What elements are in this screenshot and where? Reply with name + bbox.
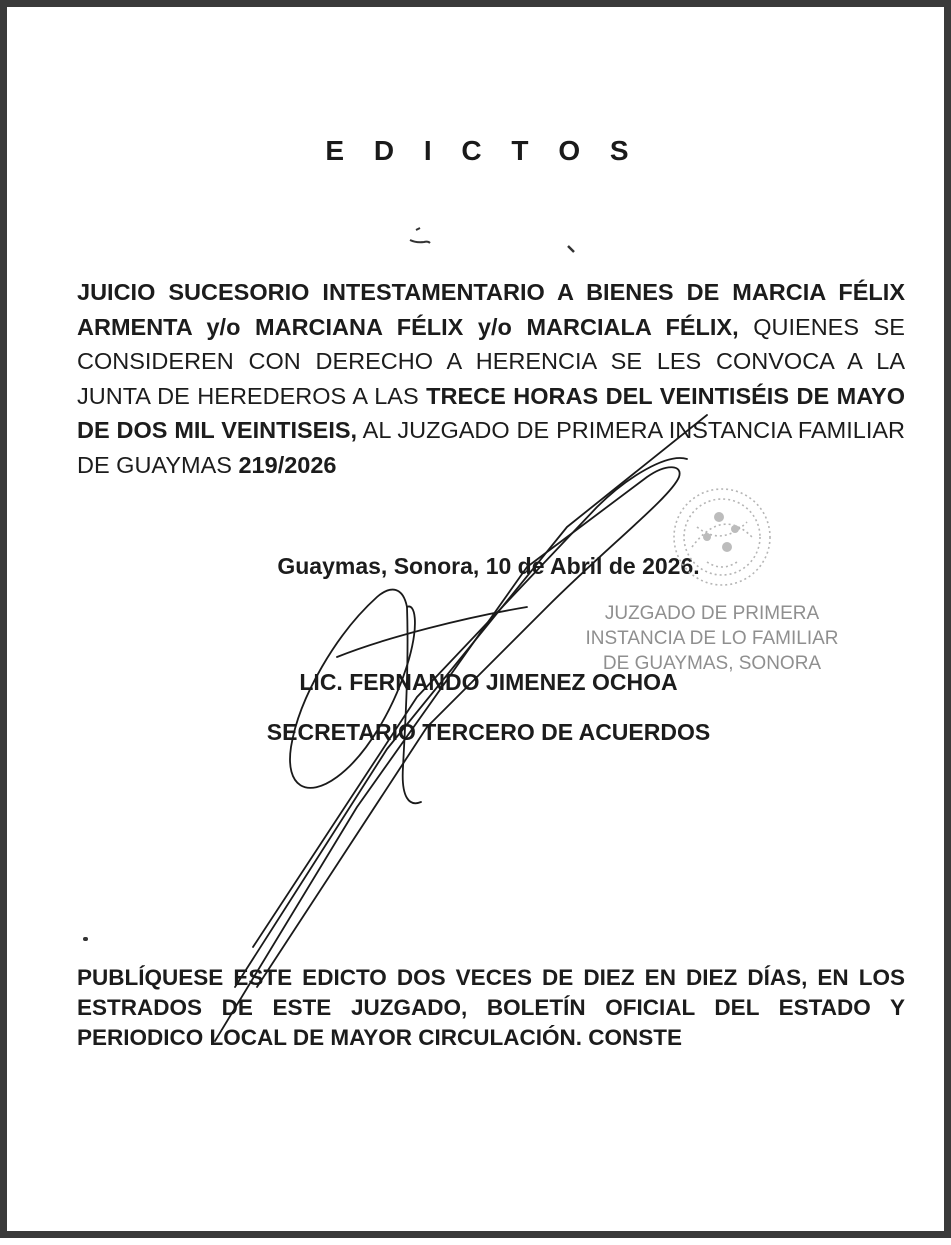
signer-role: SECRETARIO TERCERO DE ACUERDOS [266, 719, 711, 745]
seal-line-3: DE GUAYMAS, SONORA [602, 653, 822, 674]
body-text-convocation: QUIENES SE CONSIDEREN CON DERECHO A HERENCIA SE LES CONVOCA A LA JUNTA DE HEREDEROS A LAS [77, 313, 905, 409]
seal-line-2: INSTANCIA DE LO FAMILIAR [585, 628, 839, 649]
publication-notice: PUBLÍQUESE ESTE EDICTO DOS VECES DE DIEZ EN DIEZ DÍAS, EN LOS ESTRADOS DE ESTE JUZGADO, BOLETÍN OFICIAL DEL ESTADO Y PERIODICO LOCAL DE MAYOR CIRCULACIÓN. CONSTE [77, 965, 905, 1050]
edict-body [77, 275, 905, 482]
court-seal-emblem [657, 477, 787, 607]
seal-line-1: JUZGADO DE PRIMERA [604, 603, 820, 624]
body-bold-date: TRECE HORAS DEL VEINTISÉIS DE MAYO DE DOS MIL VEINTISEIS, [77, 382, 905, 443]
body-text-court: AL JUZGADO DE PRIMERA INSTANCIA FAMILIAR DE GUAYMAS [77, 417, 905, 478]
signer-name: LIC. FERNANDO JIMENEZ OCHOA [299, 669, 678, 695]
place-date: Guaymas, Sonora, 10 de Abril de 2026. [277, 553, 700, 579]
body-bold-heading: JUICIO SUCESORIO INTESTAMENTARIO A BIENES DE MARCIA FÉLIX ARMENTA y/o MARCIANA FÉLIX y/o MARCIALA FÉLIX, [77, 279, 905, 340]
scan-specks [402, 222, 592, 262]
document-title: E D I C T O S [325, 135, 640, 166]
court-seal-text [582, 601, 842, 676]
case-number: 219/2026 [238, 451, 337, 478]
scan-dot [83, 937, 88, 941]
